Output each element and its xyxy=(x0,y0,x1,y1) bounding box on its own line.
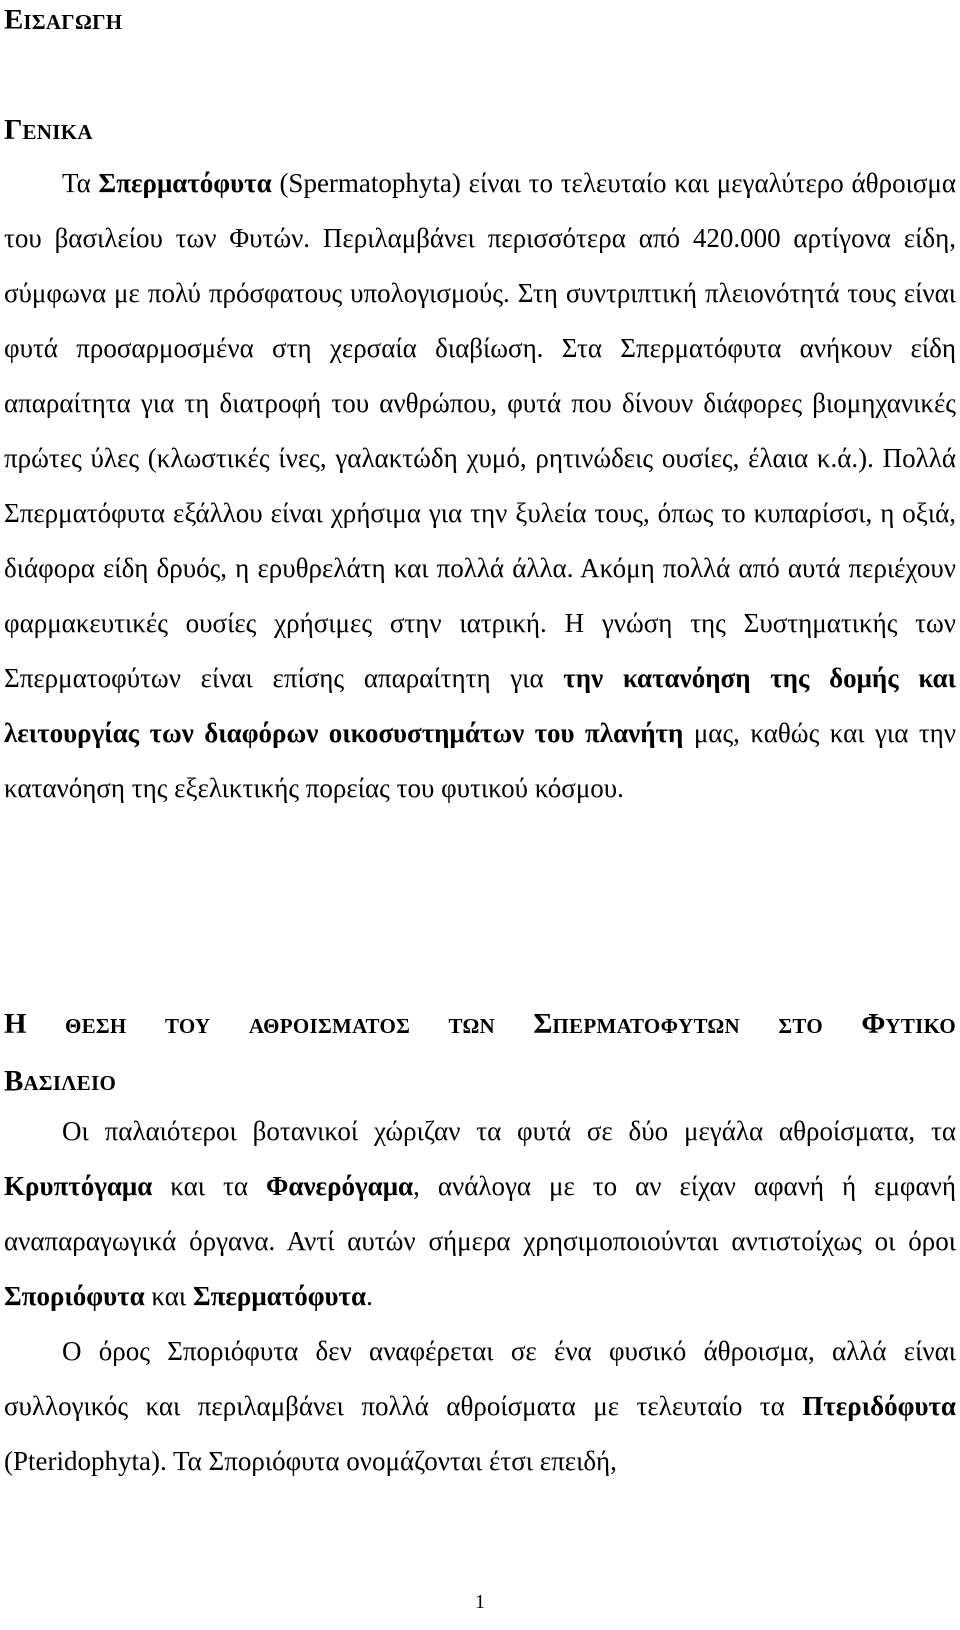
text-run: (Spermatophyta) είναι το τελευταίο και μεγαλύτερο άθροισμα του βασιλείου των Φυτών. Περιλαμβάνει περισσότερα από 420.000 αρτίγονα είδη, σύμφωνα με πολύ πρόσφατους υπολογισμούς. Στη συντριπτική πλειονότητά τους είναι φυτά προσαρμοσμένα στη χερσαία διαβίωση. Στα Σπερματόφυτα ανήκουν είδη απαραίτητα για τη διατροφή του ανθρώπου, φυτά που δίνουν διάφορες βιομηχανικές πρώτες ύλες (κλωστικές ίνες, γαλακτώδη χυμό, ρητινώδεις ουσίες, έλαια κ.ά.). Πολλά Σπερματόφυτα εξάλλου είναι χρήσιμα για την ξυλεία τους, όπως το κυπαρίσσι, η οξιά, διάφορα είδη δρυός, η ερυθρελάτη και πολλά άλλα. Ακόμη πολλά από αυτά περιέχουν φαρμακευτικές ουσίες χρήσιμες στην ιατρική. Η γνώση της Συστηματικής των Σπερματοφύτων είναι επίσης απαραίτητη για xyxy=(4,168,957,693)
text-run: και xyxy=(144,1281,193,1311)
bold-phrase: την κατανόηση της δομής και λειτουργίας των διαφόρων οικοσυστημάτων του πλανήτη xyxy=(4,663,956,748)
subheading-position-line-1 xyxy=(4,1010,956,1039)
heading-initial: Η xyxy=(4,1008,27,1040)
bold-term: Κρυπτόγαμα xyxy=(4,1171,153,1201)
bold-term: Πτεριδόφυτα xyxy=(802,1391,956,1421)
heading-word: ΣΤΟ xyxy=(778,1014,823,1038)
heading-smallcaps: ΑΣΙΛΕΙΟ xyxy=(23,1071,117,1095)
heading-initial: Σ xyxy=(533,1008,553,1040)
bold-term: Σπερματόφυτα xyxy=(98,168,272,198)
heading-smallcaps: ΠΕΡΜΑΤΟΦΥΤΩΝ xyxy=(552,1014,740,1038)
text-run: (Pteridophyta). Τα Σποριόφυτα ονομάζονται έτσι επειδή, xyxy=(4,1446,617,1476)
paragraph-sporophyta xyxy=(4,1324,956,1489)
heading-word: ΘΕΣΗ xyxy=(64,1014,127,1038)
bold-term: Σποριόφυτα xyxy=(4,1281,145,1311)
heading-word: ΑΘΡΟΙΣΜΑΤΟΣ xyxy=(248,1014,411,1038)
heading-initial: Φ xyxy=(861,1008,886,1040)
heading-initial: Β xyxy=(4,1065,24,1097)
text-run: μας, καθώς και για την κατανόηση της εξελικτικής πορείας του φυτικού κόσμου. xyxy=(4,718,956,803)
heading-smallcaps: ΙΣΑΓΩΓΗ xyxy=(23,10,123,34)
heading-word xyxy=(533,1008,740,1040)
subheading-position-line-2 xyxy=(4,1067,116,1096)
text-run: . xyxy=(366,1281,373,1311)
text-run: και τα xyxy=(152,1171,267,1201)
paragraph-classification xyxy=(4,1104,956,1324)
text-run: Ο όρος Σποριόφυτα δεν αναφέρεται σε ένα φυσικό άθροισμα, αλλά είναι συλλογικός και περιλαμβάνει πολλά αθροίσματα με τελευταίο τα xyxy=(4,1336,956,1421)
heading-initial: Ε xyxy=(4,4,24,36)
section-heading-introduction xyxy=(4,6,122,35)
text-run: Οι παλαιότεροι βοτανικοί χώριζαν τα φυτά σε δύο μεγάλα αθροίσματα, τα xyxy=(62,1116,956,1146)
bold-term: Σπερματόφυτα xyxy=(192,1281,367,1311)
heading-word: ΤΩΝ xyxy=(448,1014,496,1038)
subheading-general xyxy=(4,116,93,145)
heading-word xyxy=(861,1008,956,1040)
heading-word: ΤΟΥ xyxy=(164,1014,211,1038)
heading-smallcaps: ΕΝΙΚΑ xyxy=(22,120,93,144)
page-number: 1 xyxy=(475,1591,485,1613)
text-run: , ανάλογα με το αν είχαν αφανή ή εμφανή αναπαραγωγικά όργανα. Αντί αυτών σήμερα χρησιμοποιούνται αντιστοίχως οι όροι xyxy=(4,1171,956,1256)
paragraph-spermatophyta-intro xyxy=(4,156,956,816)
heading-smallcaps: ΥΤΙΚΟ xyxy=(885,1014,957,1038)
bold-term: Φανερόγαμα xyxy=(266,1171,414,1201)
heading-initial: Γ xyxy=(4,114,23,146)
heading-word xyxy=(4,1008,27,1040)
text-run: Τα xyxy=(62,168,99,198)
